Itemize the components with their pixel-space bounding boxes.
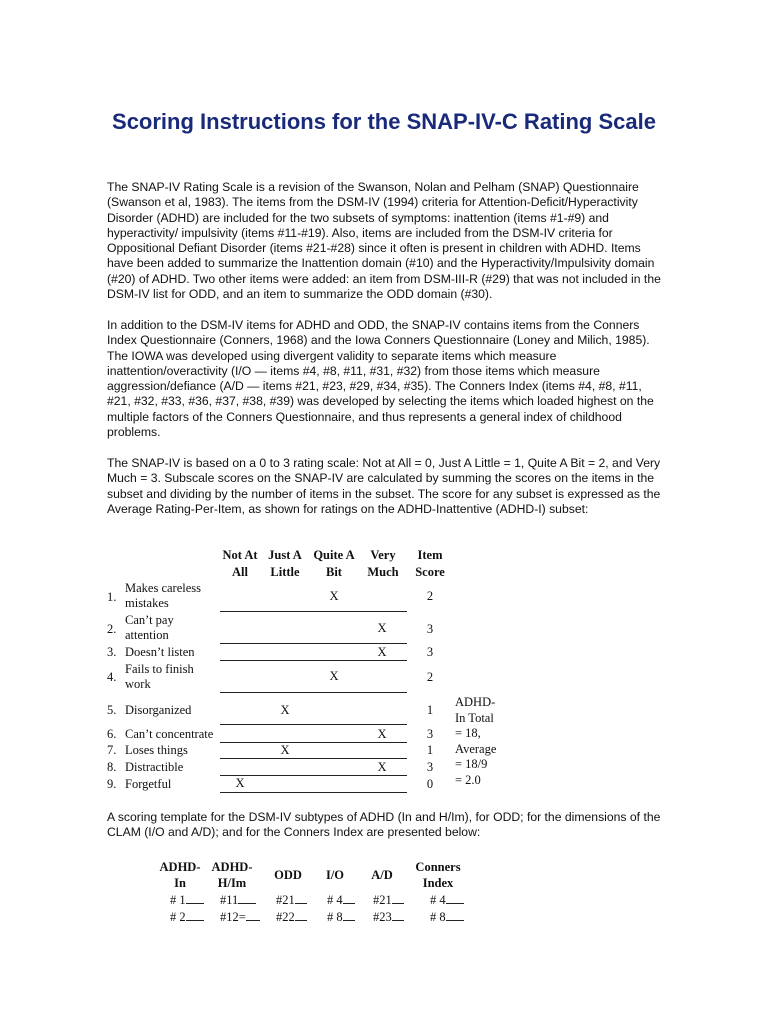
rating-mark: X — [377, 760, 387, 774]
row-number: 4. — [107, 670, 117, 684]
paragraph-rating-scale: The SNAP-IV is based on a 0 to 3 rating scale: Not at All = 0, Just A Little = 1, Quite A Bit = 2, and Very Much = 3. Subscale scores on the SNAP-IV are calculated by summing the scores on the items in the subset and dividing by the number of items in the subset. The score for any subset is expressed as the Average Rating-Per-Item, as shown for ratings on the ADHD-Inattentive (ADHD-I) subset: — [107, 456, 661, 516]
row-number: 7. — [107, 743, 117, 757]
item-score: 2 — [426, 589, 434, 603]
row-label: Doesn’t listen — [125, 645, 195, 659]
row-label: Loses things — [125, 743, 188, 757]
item-score: 3 — [426, 645, 434, 659]
template-cell: #12= — [220, 910, 260, 925]
header-quite-a-bit: Quite A Bit — [313, 548, 355, 579]
paragraph-conners-iowa: In addition to the DSM-IV items for ADHD and ODD, the SNAP-IV contains items from the Conners Index Questionnaire (Conners, 1968) and the Iowa Conners Questionnaire (Loney and Milich, 1985). The IOWA was developed using divergent validity to separate items which measure inattention/overactivity (I/O — items #4, #8, #11, #31, #32) from those items which measure aggression/defiance (A/D — items #21, #23, #29, #34, #35). The Conners Index (items #4, #8, #11, #21, #32, #33, #36, #37, #38, #39) was developed by selecting the items which loaded highest on the multiple factors of the Conners Questionnaire, and thus represents a general index of childhood problems. — [107, 318, 654, 440]
template-cell: # 4 — [327, 893, 355, 908]
row-label: Distractible — [125, 760, 184, 774]
fill-in-blank[interactable] — [392, 910, 404, 921]
template-cell: #11 — [220, 893, 256, 908]
row-divider — [220, 692, 407, 693]
rating-mark: X — [280, 743, 290, 757]
adhd-in-total-note: ADHD-In Total = 18, Average = 18/9 = 2.0 — [455, 695, 497, 787]
template-header-conners-index: Conners Index — [415, 860, 461, 890]
item-score: 1 — [426, 743, 434, 757]
row-number: 5. — [107, 703, 117, 717]
page-title: Scoring Instructions for the SNAP-IV-C Rating Scale — [112, 109, 656, 134]
rating-mark: X — [329, 669, 339, 683]
item-score: 1 — [426, 703, 434, 717]
fill-in-blank[interactable] — [392, 893, 404, 904]
header-not-at-all: Not At All — [222, 548, 258, 579]
row-number: 3. — [107, 645, 117, 659]
rating-mark: X — [235, 776, 245, 790]
template-cell: # 8 — [327, 910, 355, 925]
row-label: Forgetful — [125, 777, 172, 791]
row-label: Can’t concentrate — [125, 727, 214, 741]
fill-in-blank[interactable] — [446, 910, 464, 921]
template-header-odd: ODD — [274, 868, 302, 882]
row-number: 9. — [107, 777, 117, 791]
row-label: Fails to finish work — [125, 662, 194, 691]
rating-mark: X — [377, 727, 387, 741]
fill-in-blank[interactable] — [446, 893, 464, 904]
row-divider — [220, 660, 407, 661]
template-cell: # 8 — [430, 910, 464, 925]
fill-in-blank[interactable] — [246, 910, 260, 921]
template-header-adhd-in: ADHD- In — [159, 860, 201, 890]
fill-in-blank[interactable] — [343, 910, 355, 921]
item-score: 3 — [426, 727, 434, 741]
row-divider — [220, 724, 407, 725]
row-divider — [220, 742, 407, 743]
rating-mark: X — [329, 589, 339, 603]
template-cell: # 4 — [430, 893, 464, 908]
row-number: 2. — [107, 622, 117, 636]
item-score: 2 — [426, 670, 434, 684]
rating-mark: X — [280, 703, 290, 717]
fill-in-blank[interactable] — [295, 910, 307, 921]
paragraph-scoring-template: A scoring template for the DSM-IV subtypes of ADHD (In and H/Im), for ODD; for the dimensions of the CLAM (I/O and A/D); and for the Conners Index are presented below: — [107, 810, 661, 840]
paragraph-intro: The SNAP-IV Rating Scale is a revision of the Swanson, Nolan and Pelham (SNAP) Questionnaire (Swanson et al, 1983). The items from the DSM-IV (1994) criteria for Attention-Deficit/Hyperactivity Disorder (ADHD) are included for the two subsets of symptoms: inattention (items #1-#9) and hyperactivity/ impulsivity (items #11-#19). Also, items are included from the DSM-IV criteria for Oppositional Defiant Disorder (items #21-#28) since it often is present in children with ADHD. Items have been added to summarize the Inattention domain (#10) and the Hyperactivity/Impulsivity domain (#20) of ADHD. Two other items were added: an item from DSM-III-R (#29) that was not included in the DSM-IV list for ODD, and an item to summarize the ODD domain (#30). — [107, 180, 661, 302]
header-just-a-little: Just A Little — [268, 548, 302, 579]
row-divider — [220, 611, 407, 612]
header-very-much: Very Much — [367, 548, 399, 579]
fill-in-blank[interactable] — [186, 893, 204, 904]
row-divider — [220, 643, 407, 644]
item-score: 3 — [426, 622, 434, 636]
template-header-io: I/O — [325, 868, 345, 882]
fill-in-blank[interactable] — [238, 893, 256, 904]
row-divider — [220, 758, 407, 759]
fill-in-blank[interactable] — [186, 910, 204, 921]
template-header-ad: A/D — [371, 868, 393, 882]
template-cell: # 1 — [170, 893, 204, 908]
header-item-score: Item Score — [415, 548, 445, 579]
item-score: 3 — [426, 760, 434, 774]
row-number: 6. — [107, 727, 117, 741]
row-label: Can’t pay attention — [125, 613, 174, 642]
row-label: Disorganized — [125, 703, 192, 717]
fill-in-blank[interactable] — [295, 893, 307, 904]
rating-mark: X — [377, 645, 387, 659]
template-cell: #21 — [373, 893, 404, 908]
row-divider — [220, 792, 407, 793]
row-number: 1. — [107, 590, 117, 604]
row-label: Makes careless mistakes — [125, 581, 202, 610]
template-cell: #22 — [276, 910, 307, 925]
fill-in-blank[interactable] — [343, 893, 355, 904]
template-cell: # 2 — [170, 910, 204, 925]
template-cell: #21 — [276, 893, 307, 908]
item-score: 0 — [426, 777, 434, 791]
template-cell: #23 — [373, 910, 404, 925]
template-header-adhd-him: ADHD- H/Im — [211, 860, 253, 890]
row-number: 8. — [107, 760, 117, 774]
rating-mark: X — [377, 621, 387, 635]
